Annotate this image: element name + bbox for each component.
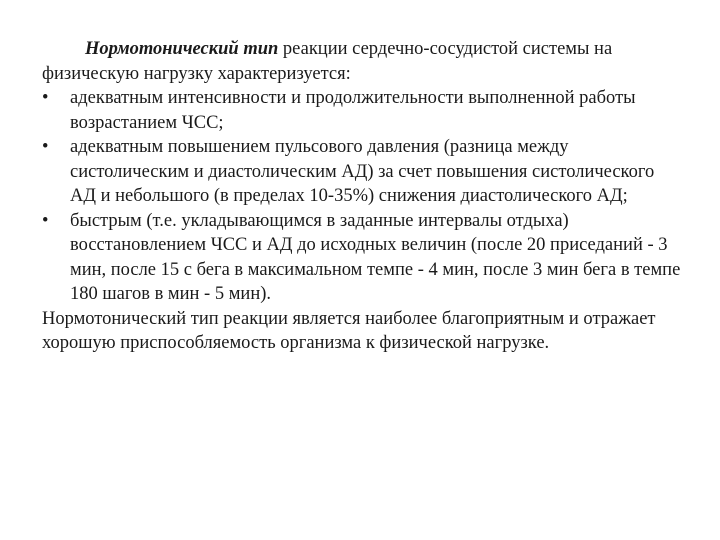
- bullet-icon: •: [42, 137, 49, 157]
- conclusion-paragraph: Нормотонический тип реакции является наиболее благоприятным и отражает хорошую приспособляемость организма к физической нагрузке.: [42, 308, 656, 353]
- criteria-list: [42, 86, 682, 307]
- list-item: [42, 209, 682, 307]
- list-item: [42, 135, 682, 209]
- intro-paragraph: [42, 37, 682, 86]
- list-item-text: адекватным повышением пульсового давления (разница между систолическим и диастолическим АД) за счет повышения систолического АД и небольшого (в пределах 10-35%) снижения диастолического АД;: [70, 137, 655, 206]
- list-item: [42, 86, 682, 135]
- list-item-text: быстрым (т.е. укладывающимся в заданные интервалы отдыха) восстановлением ЧСС и АД до исходных величин (после 20 приседаний - 3 мин, после 15 с бега в максимальном темпе - 4 мин, после 3 мин бега в темпе 180 шагов в мин - 5 мин).: [70, 210, 681, 304]
- intro-text: реакции сердечно-сосудистой системы на физическую нагрузку характеризуется:: [42, 39, 613, 84]
- intro-emphasis: Нормотонический тип: [85, 39, 279, 59]
- list-item-text: адекватным интенсивности и продолжительности выполненной работы возрастанием ЧСС;: [70, 88, 636, 133]
- bullet-icon: •: [42, 88, 49, 108]
- slide-content: [42, 37, 682, 356]
- bullet-icon: •: [42, 210, 49, 231]
